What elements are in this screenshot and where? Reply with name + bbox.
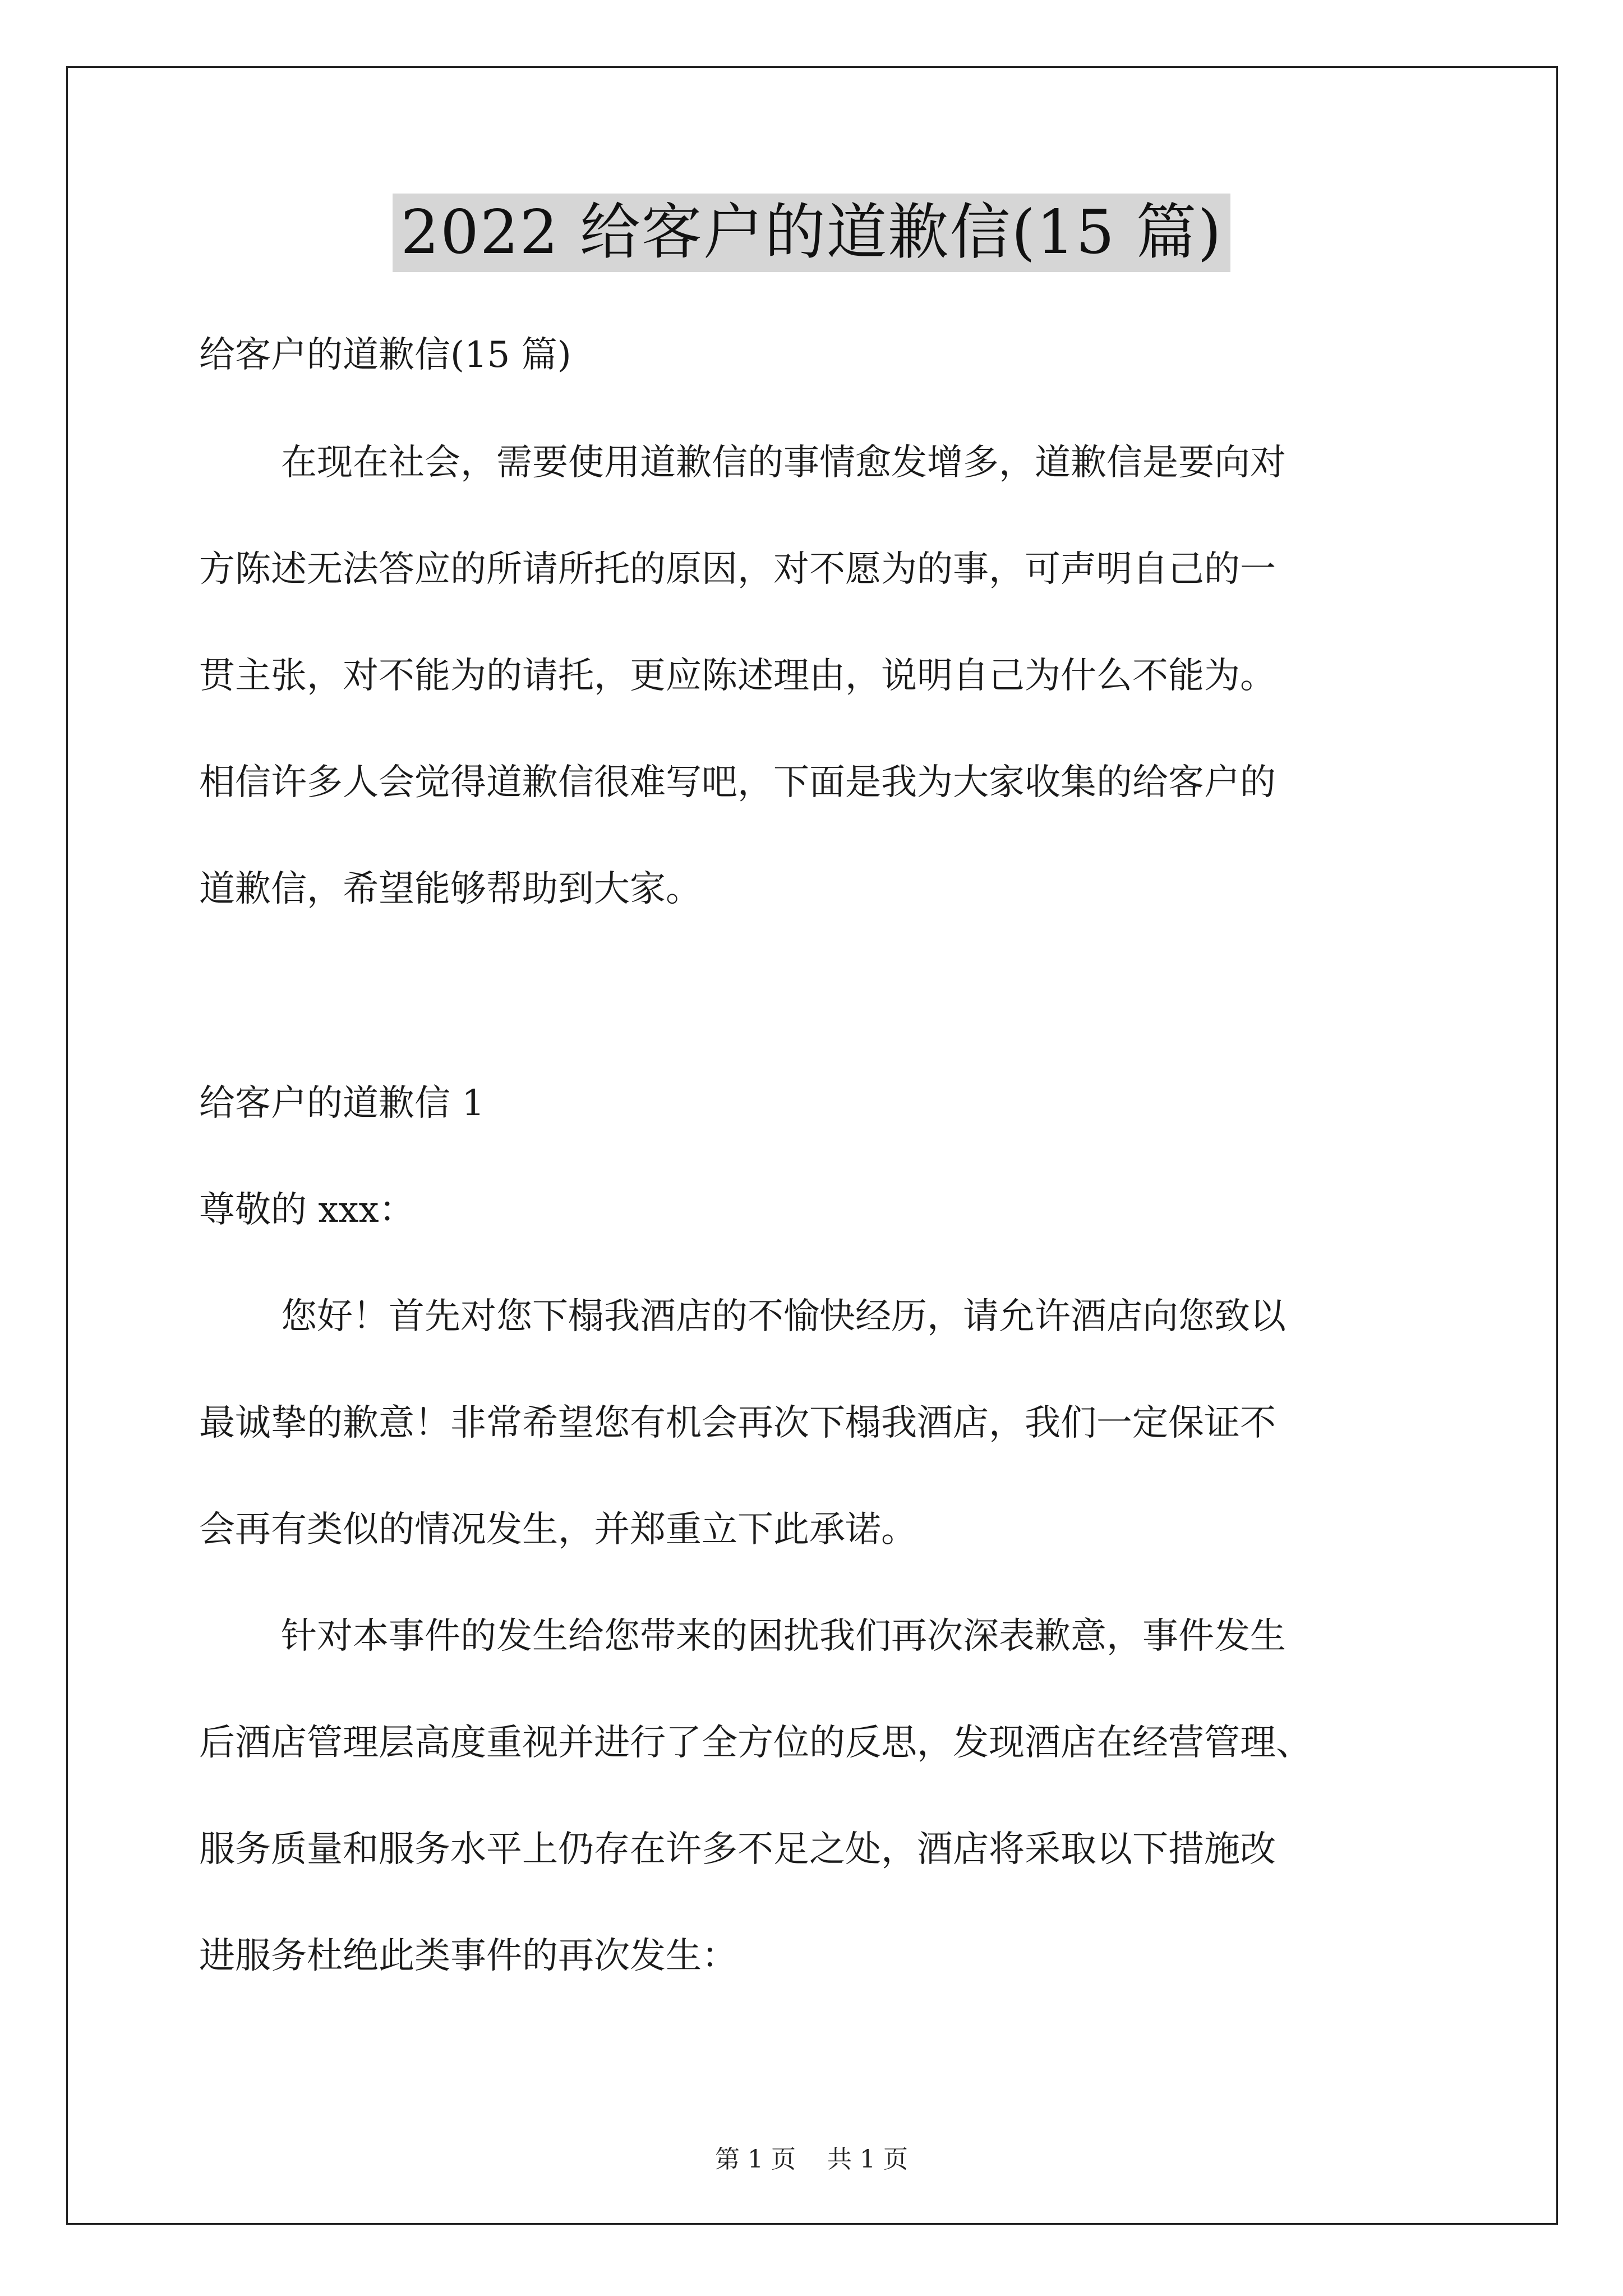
paragraph-line: 进服务杜绝此类事件的再次发生： [199,1935,737,1977]
intro-line: 相信许多人会觉得道歉信很难写吧，下面是我为大家收集的给客户的 [199,762,1276,803]
subtitle: 给客户的道歉信(15 篇) [199,334,571,376]
paragraph-line: 您好！首先对您下榻我酒店的不愉快经历，请允许酒店向您致以 [281,1296,1286,1337]
intro-line: 道歉信，希望能够帮助到大家。 [199,868,702,910]
letter-paragraph-2 [199,1609,1433,1983]
intro-paragraph [199,436,1433,916]
paragraph-line: 针对本事件的发生给您带来的困扰我们再次深表歉意，事件发生 [281,1616,1286,1657]
section-heading: 给客户的道歉信 1 [199,1083,485,1124]
page-number: 第 1 页 [715,2145,796,2174]
paragraph-line: 服务质量和服务水平上仍存在许多不足之处，酒店将采取以下措施改 [199,1829,1276,1870]
paragraph-line: 会再有类似的情况发生，并郑重立下此承诺。 [199,1509,917,1550]
letter-paragraph-1 [199,1290,1433,1557]
intro-line: 在现在社会，需要使用道歉信的事情愈发增多，道歉信是要向对 [281,442,1286,484]
intro-line: 贯主张，对不能为的请托，更应陈述理由，说明自己为什么不能为。 [199,655,1276,697]
salutation: 尊敬的 xxx： [199,1189,415,1231]
page-total: 共 1 页 [827,2145,908,2174]
title-container [0,194,1623,272]
document-body [199,306,1433,1983]
intro-line: 方陈述无法答应的所请所托的原因，对不愿为的事，可声明自己的一 [199,549,1276,590]
paragraph-line: 最诚挚的歉意！非常希望您有机会再次下榻我酒店，我们一定保证不 [199,1402,1276,1444]
paragraph-line: 后酒店管理层高度重视并进行了全方位的反思，发现酒店在经营管理、 [199,1722,1312,1764]
page-footer [0,2144,1623,2175]
document-title: 2022 给客户的道歉信(15 篇) [393,194,1230,272]
